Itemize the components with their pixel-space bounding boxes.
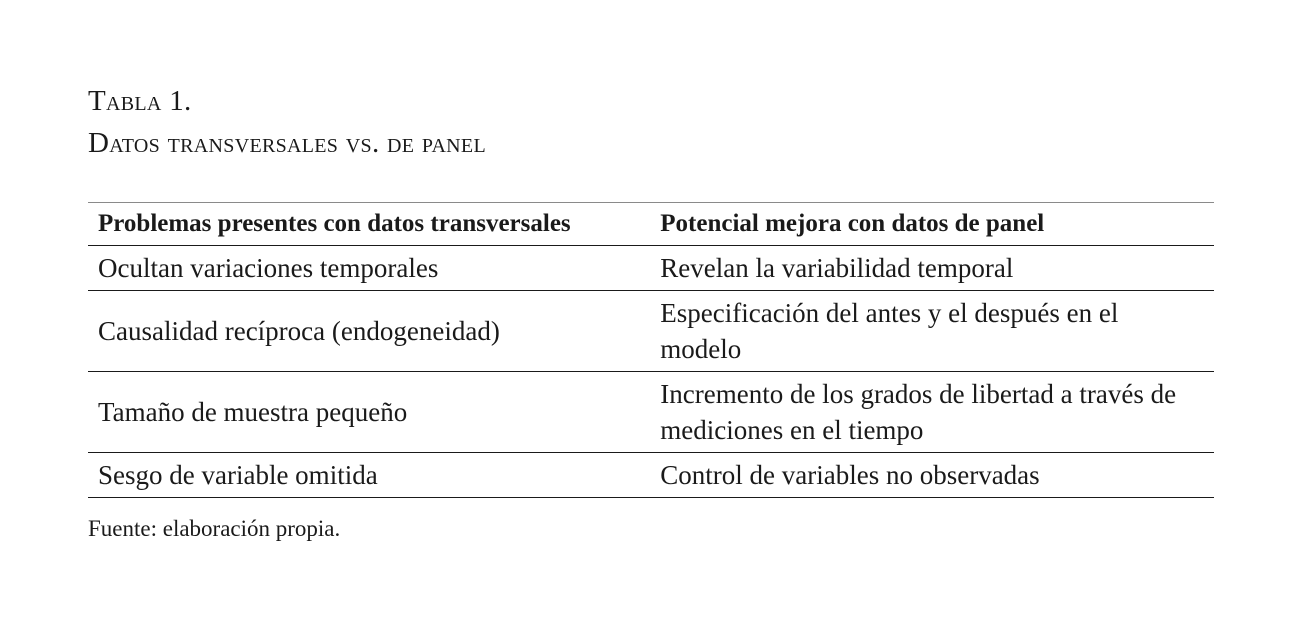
table-row <box>88 246 1214 291</box>
table-row <box>88 291 1214 372</box>
cell-problem: Causalidad recíproca (endogeneidad) <box>88 291 650 372</box>
header-panel: Potencial mejora con datos de panel <box>650 203 1214 246</box>
cell-problem: Ocultan variaciones temporales <box>88 246 650 291</box>
cell-improvement: Control de variables no observadas <box>650 453 1214 498</box>
table-title: Datos transversales vs. de panel <box>88 127 486 159</box>
cell-problem: Tamaño de muestra pequeño <box>88 372 650 453</box>
cell-improvement: Revelan la variabilidad temporal <box>650 246 1214 291</box>
cell-improvement: Incremento de los grados de libertad a través de mediciones en el tiempo <box>650 372 1214 453</box>
table-row <box>88 453 1214 498</box>
cell-problem: Sesgo de variable omitida <box>88 453 650 498</box>
document-page <box>88 80 1214 544</box>
comparison-table <box>88 202 1214 498</box>
header-cross-sectional: Problemas presentes con datos transversales <box>88 203 650 246</box>
table-label: Tabla 1. <box>88 85 192 117</box>
table-row <box>88 372 1214 453</box>
table-header-row <box>88 203 1214 246</box>
source-note: Fuente: elaboración propia. <box>88 516 341 541</box>
cell-improvement: Especificación del antes y el después en el modelo <box>650 291 1214 372</box>
